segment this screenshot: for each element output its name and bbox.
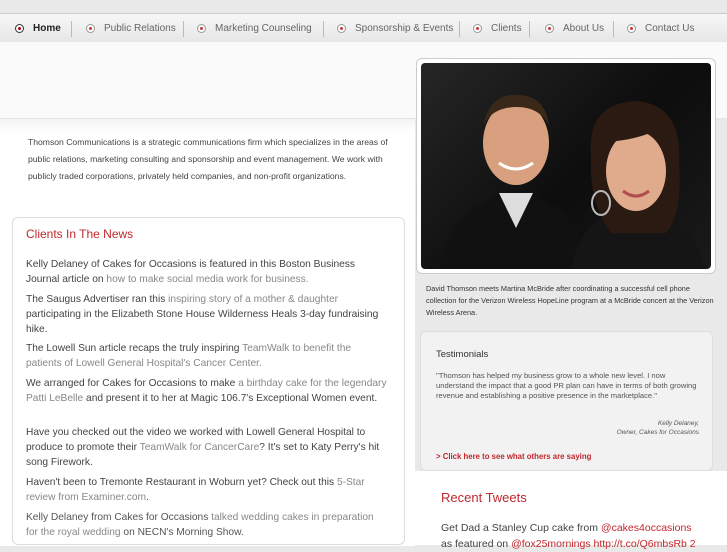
tweet-line — [441, 520, 711, 536]
nav-clients-label: Clients — [491, 23, 522, 34]
news-item — [26, 510, 388, 540]
photo-frame — [416, 58, 716, 274]
main-nav — [0, 13, 727, 44]
testimonial-author-name: Kelly Delaney, — [657, 420, 699, 427]
news-item — [26, 341, 388, 371]
testimonial-author — [617, 419, 699, 437]
news-item-link[interactable]: talked wedding cakes in preparation for the royal wedding — [26, 512, 374, 538]
testimonials-box — [420, 331, 713, 471]
news-heading: Clients In The News — [26, 227, 134, 241]
news-item-text: The Lowell Sun article recaps the truly inspiring — [26, 343, 243, 354]
news-item-text: Haven't been to Tremonte Restaurant in Woburn yet? Check out this — [26, 477, 337, 488]
news-item-text-after: on NECN's Morning Show. — [120, 527, 244, 538]
nav-contact-us[interactable] — [627, 14, 694, 43]
news-item-link[interactable]: 5-Star review from Examiner.com — [26, 477, 365, 503]
news-item-text-after: . — [146, 492, 149, 503]
news-item — [26, 292, 388, 337]
recent-tweets-heading: Recent Tweets — [441, 490, 527, 505]
radio-bullet-icon — [473, 24, 482, 33]
news-item-text: The Saugus Advertiser ran this — [26, 294, 169, 305]
testimonials-heading: Testimonials — [436, 349, 489, 360]
tweet-item — [441, 520, 711, 552]
radio-bullet-icon — [15, 24, 24, 33]
nav-public-relations-label: Public Relations — [104, 23, 176, 34]
testimonial-quote: "Thomson has helped my business grow to a whole new level. I now understand the impact that a good PR plan can have in terms of both growing revenue and establishing a positive presence in the marketplace." — [436, 371, 697, 400]
nav-about-us[interactable] — [545, 14, 604, 43]
tweet-mention-link[interactable]: @cakes4occasions — [600, 522, 692, 534]
news-item-link[interactable]: inspiring story of a mother & daughter — [168, 294, 339, 305]
news-item-text: We arranged for Cakes for Occasions to make — [26, 378, 239, 389]
nav-about-us-label: About Us — [563, 23, 605, 34]
nav-divider — [613, 21, 614, 37]
news-item — [26, 475, 388, 505]
people-photo-illustration — [421, 63, 711, 269]
nav-sponsorship-events[interactable] — [337, 14, 453, 43]
news-item-link[interactable]: TeamWalk for CancerCare — [139, 442, 260, 453]
nav-divider — [529, 21, 530, 37]
news-item — [26, 376, 388, 406]
tweet-text: as featured on — [441, 538, 512, 550]
nav-home[interactable] — [15, 14, 61, 43]
news-item-text-after: ? It's set to Katy Perry's hit song Firework. — [26, 442, 380, 468]
news-item — [26, 425, 388, 470]
panel-top-shade — [0, 119, 415, 133]
nav-marketing-counseling[interactable] — [197, 14, 312, 43]
radio-bullet-icon — [197, 24, 206, 33]
nav-divider — [71, 21, 72, 37]
see-more-testimonials-link[interactable]: > Click here to see what others are saying — [436, 452, 592, 461]
nav-sponsorship-events-label: Sponsorship & Events — [355, 23, 454, 34]
news-item-link[interactable]: a birthday cake for the legendary Patti LeBelle — [26, 378, 387, 404]
tweet-text: Get Dad a Stanley Cup cake from — [441, 522, 601, 534]
nav-clients[interactable] — [473, 14, 522, 43]
news-item-text-after: and present it to her at Magic 106.7's Exceptional Women event. — [83, 393, 378, 404]
nav-divider — [459, 21, 460, 37]
testimonial-author-role: Owner, Cakes for Occasions — [616, 429, 699, 436]
news-item-text-after: participating in the Elizabeth Stone House Wilderness Heals 3-day fundraising hike. — [26, 309, 379, 335]
tweet-line — [441, 536, 711, 552]
nav-divider — [183, 21, 184, 37]
nav-contact-us-label: Contact Us — [645, 23, 695, 34]
intro-text: Thomson Communications is a strategic communications firm which specializes in the areas of public relations, marketing consulting and sponsorship and event management. We work with publicly traded corporations, privately held companies, and non-profit organizations. — [28, 137, 388, 181]
news-item-link[interactable]: how to make social media work for business. — [106, 274, 309, 285]
photo-caption: David Thomson meets Martina McBride after coordinating a successful cell phone collection for the Verizon Wireless HopeLine program at a McBride concert at the Verizon Wireless Arena. — [426, 284, 714, 317]
news-item — [26, 257, 388, 287]
news-item-text: Kelly Delaney of Cakes for Occasions is featured in this Boston Business Journal article on — [26, 259, 355, 285]
radio-bullet-icon — [337, 24, 346, 33]
nav-public-relations[interactable] — [86, 14, 176, 43]
nav-marketing-counseling-label: Marketing Counseling — [215, 23, 312, 34]
news-item-text: Kelly Delaney from Cakes for Occasions — [26, 512, 212, 523]
news-item-link[interactable]: TeamWalk to benefit the patients of Lowell General Hospital's Cancer Center. — [26, 343, 352, 369]
tweet-url-link[interactable]: @fox25mornings http://t.co/Q6mbsRb 2 — [511, 538, 696, 550]
radio-bullet-icon — [86, 24, 95, 33]
nav-home-label: Home — [33, 23, 61, 34]
nav-divider — [323, 21, 324, 37]
radio-bullet-icon — [545, 24, 554, 33]
photo-image — [421, 63, 711, 269]
radio-bullet-icon — [627, 24, 636, 33]
news-item-text: Have you checked out the video we worked with Lowell General Hospital to produce to promote their — [26, 427, 366, 453]
clients-in-the-news-box — [12, 217, 405, 545]
